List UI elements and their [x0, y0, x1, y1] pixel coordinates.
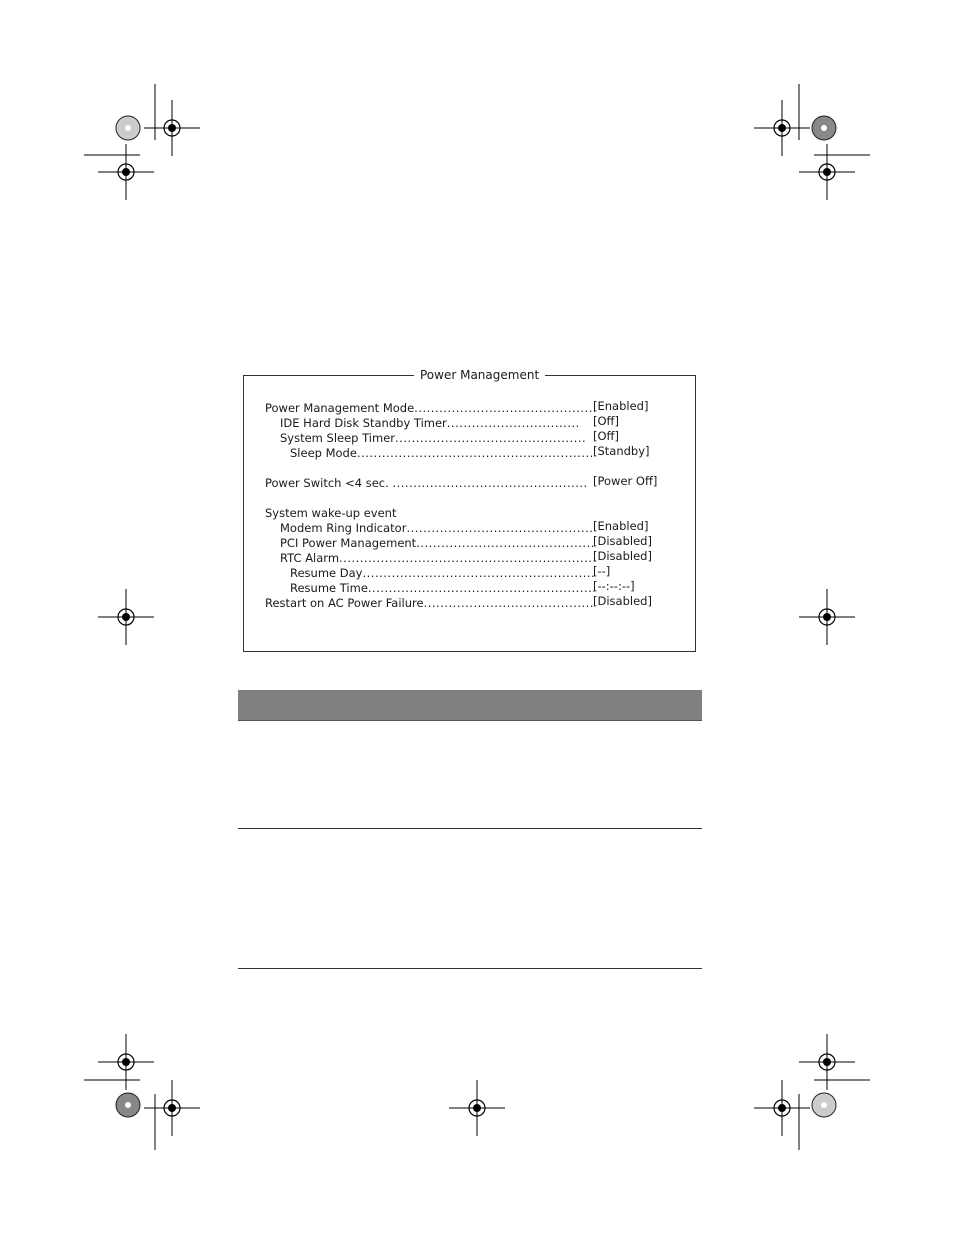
color-target-icon [116, 1093, 140, 1117]
registration-cross-icon [98, 144, 154, 200]
registration-cross-icon [98, 589, 154, 645]
setting-value: [Enabled] [593, 519, 649, 533]
registration-cross-icon [799, 589, 855, 645]
setting-value: [Off] [593, 429, 619, 443]
table-divider [238, 828, 702, 829]
setting-label: RTC Alarm ..... [280, 551, 594, 566]
setting-value: [Enabled] [593, 399, 649, 413]
color-target-icon [812, 1093, 836, 1117]
setting-label: Modem Ring Indicator ..... [280, 521, 594, 536]
registration-cross-icon [754, 100, 810, 156]
setting-label: Power Management Mode ..... [265, 401, 595, 416]
setting-value: [Power Off] [593, 474, 658, 488]
setting-value: [--:--:--] [593, 579, 635, 593]
registration-cross-icon [98, 1034, 154, 1090]
color-target-icon [812, 116, 836, 140]
setting-value: [Off] [593, 414, 619, 428]
setting-label: Resume Day ..... [290, 566, 594, 581]
color-target-icon [116, 116, 140, 140]
registration-cross-icon [449, 1080, 505, 1136]
registration-cross-icon [799, 1034, 855, 1090]
setting-label: System wake-up event [265, 506, 397, 520]
setting-value: [Disabled] [593, 594, 652, 608]
setting-row [290, 446, 675, 461]
setting-value: [Standby] [593, 444, 650, 458]
setting-row [265, 476, 675, 491]
setting-value: [Disabled] [593, 549, 652, 563]
registration-cross-icon [144, 100, 200, 156]
setting-value: [Disabled] [593, 534, 652, 548]
table-divider [238, 968, 702, 969]
registration-cross-icon [144, 1080, 200, 1136]
setting-value: [--] [593, 564, 611, 578]
registration-cross-icon [754, 1080, 810, 1136]
setting-row [265, 596, 675, 611]
setting-label: Sleep Mode ..... [290, 446, 594, 461]
setting-label: System Sleep Timer ..... [280, 431, 586, 446]
bios-power-management-panel [243, 368, 696, 652]
setting-label: Power Switch <4 sec. ..... [265, 476, 587, 491]
setting-label: IDE Hard Disk Standby Timer ..... [280, 416, 580, 431]
panel-title: Power Management [414, 367, 545, 383]
setting-row [280, 551, 675, 566]
setting-label: Resume Time ..... [290, 581, 594, 596]
registration-cross-icon [799, 144, 855, 200]
table-header-bar [238, 690, 702, 721]
setting-label: Restart on AC Power Failure ..... [265, 596, 594, 611]
setting-label: PCI Power Management ..... [280, 536, 594, 551]
